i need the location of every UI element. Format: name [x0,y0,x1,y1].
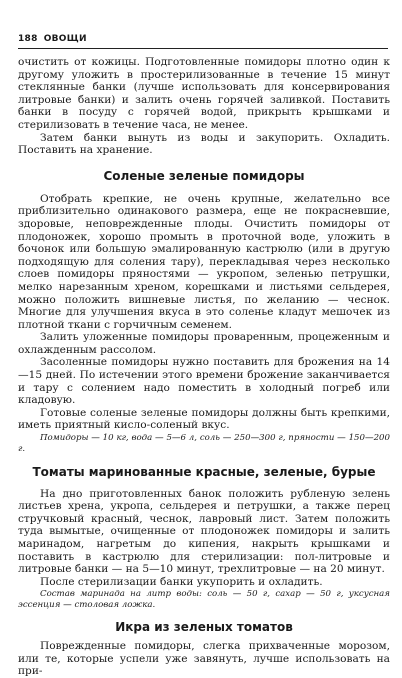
intro-paragraph-1: очистить от кожицы. Подготовленные помидоры плотно один к другому уложить в простерилизованные в течение 15 минут стеклянные банки (лучше использовать для консервирования литровые банки) и залить очень горячей заливкой. Поставить банки в посуду с горячей водой, прикрыть крышками и стерилизовать в течение часа, не менее. [18,56,390,131]
recipe2-marinade-note: Состав маринада на литр воды: соль — 50 г, сахар — 50 г, уксусная эссенция — столовая ложка. [18,589,390,611]
section-name: ОВОЩИ [43,34,87,44]
page-number: 188 [18,34,38,44]
recipe-title-green-tomato-caviar: Икра из зеленых томатов [115,619,293,634]
recipe-title-marinated-tomatoes: Томаты маринованные красные, зеленые, бурые [32,464,376,479]
recipe1-paragraph-4: Готовые соленые зеленые помидоры должны быть крепкими, иметь приятный кисло-соленый вкус. [18,406,390,432]
recipe1-paragraph-1: Отобрать крепкие, не очень крупные, желательно все приблизительно одинакового размера, еще не покрасневшие, здоровые, неповрежденные плоды. Очистить помидоры от плодоножек, хорошо промыть в проточной воде, уложить в бочонок или большую эмалированную кастрюлю (или в другую подходящую для соления тару), перекладывая через несколько слоев помидоры пряностями — укропом, зеленью петрушки, мелко нарезанным хреном, корешками и листьями сельдерея, можно положить вишневые листья, по желанию — чеснок. Многие для улучшения вкуса в это соленье кладут мешочек из плотной ткани с горчичным семенем. [18,192,390,331]
running-header [18,34,390,44]
intro-paragraph-2: Затем банки вынуть из воды и закупорить. Охладить. Поставить на хранение. [18,131,390,157]
header-rule [18,48,388,49]
recipe1-paragraph-2: Залить уложенные помидоры проваренным, процеженным и охлажденным рассолом. [18,331,390,356]
recipe1-ingredients-note: Помидоры — 10 кг, вода — 5—6 л, соль — 250—300 г, пряности — 150—200 г. [18,433,390,454]
recipe2-paragraph-2: После стерилизации банки укупорить и охладить. [40,575,323,588]
recipe3-paragraph-1: Поврежденные помидоры, слегка прихваченные морозом, или те, которые успели уже завянуть, лучше использовать на при- [18,639,390,678]
recipe-title-salted-green-tomatoes: Соленые зеленые помидоры [103,168,305,183]
recipe2-paragraph-1: На дно приготовленных банок положить рубленую зелень листьев хрена, укропа, сельдерея и петрушки, а также перец стручковый красный, чеснок, лавровый лист. Затем положить туда вымытые, очищенные от плодоножек помидоры и залить маринадом, нагретым до кипения, накрыть крышками и поставить в кастрюлю для стерилизации: пол-литровые и литровые банки — на 5—10 минут, трехлитровые — на 20 минут. [18,487,390,576]
recipe1-paragraph-3: Засоленные помидоры нужно поставить для брожения на 14—15 дней. По истечении этого времени брожение заканчивается и тару с солением надо поместить в холодный погреб или кладовую. [18,356,390,407]
page-text [18,56,390,678]
